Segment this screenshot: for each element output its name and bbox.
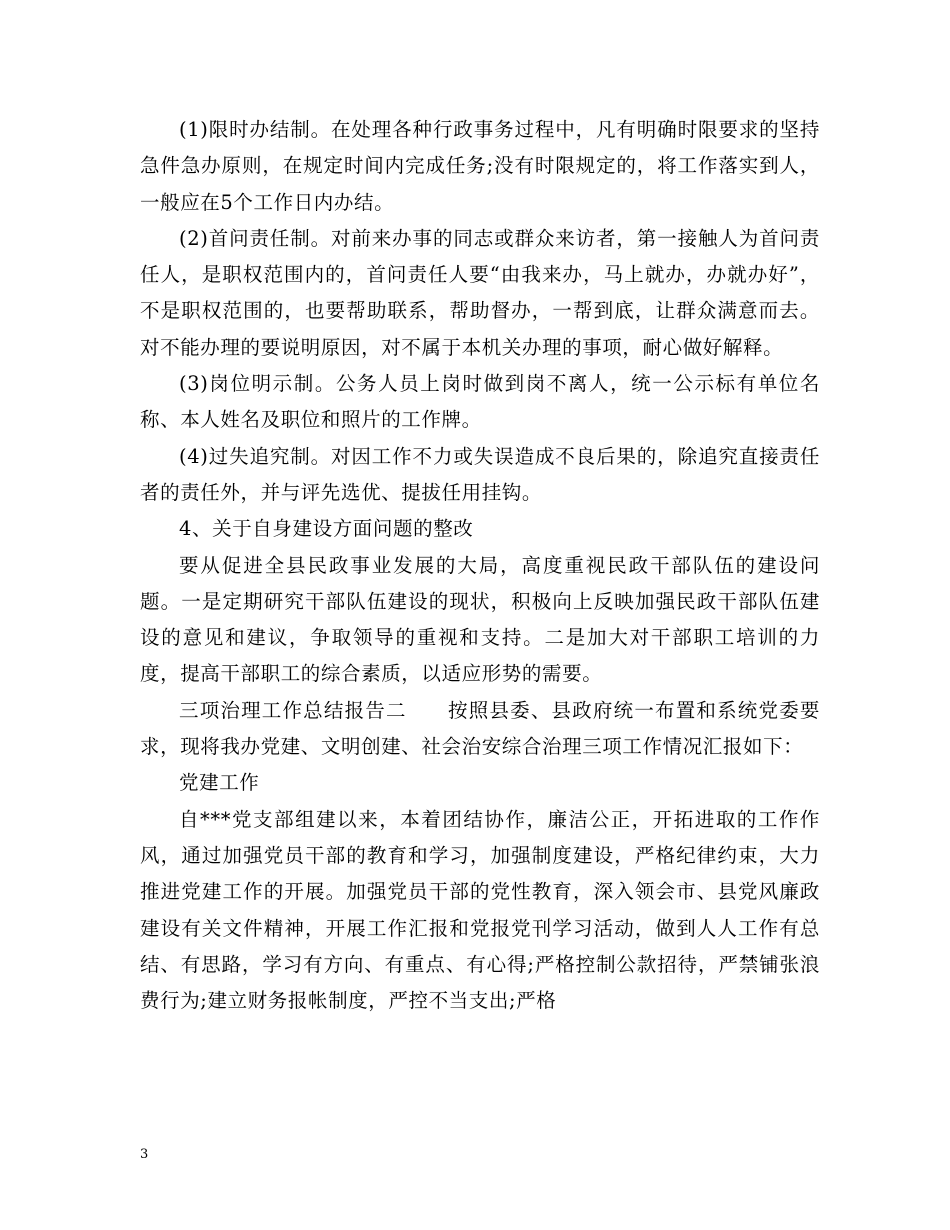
paragraph-report-two-intro: 三项治理工作总结报告二 按照县委、县政府统一布置和系统党委要求，现将我办党建、文明创建、社会治安综合治理三项工作情况汇报如下： bbox=[140, 698, 820, 759]
section-heading-party-building: 党建工作 bbox=[179, 771, 260, 795]
paragraph-first-responsibility-system: (2)首问责任制。对前来办事的同志或群众来访者，第一接触人为首问责任人，是职权范围内的，首问责任人要“由我来办，马上就办，办就办好”，不是职权范围的，也要帮助联系，帮助督办，一帮到底，让群众满意而去。对不能办理的要说明原因，对不属于本机关办理的事项，耐心做好解释。 bbox=[140, 226, 820, 359]
paragraph-post-disclosure-system: (3)岗位明示制。公务人员上岗时做到岗不离人，统一公示标有单位名称、本人姓名及职位和照片的工作牌。 bbox=[140, 372, 820, 432]
paragraph-fault-accountability-system: (4)过失追究制。对因工作不力或失误造成不良后果的，除追究直接责任者的责任外，并与评先选优、提拔任用挂钩。 bbox=[140, 444, 820, 504]
document-body bbox=[140, 112, 820, 1019]
section-heading-self-construction: 4、关于自身建设方面问题的整改 bbox=[179, 517, 474, 541]
paragraph-party-building-work: 自***党支部组建以来，本着团结协作，廉洁公正，开拓进取的工作作风，通过加强党员干部的教育和学习，加强制度建设，严格纪律约束，大力推进党建工作的开展。加强党员干部的党性教育，深入领会市、县党风廉政建设有关文件精神，开展工作汇报和党报党刊学习活动，做到人人工作有总结、有思路，学习有方向、有重点、有心得;严格控制公款招待，严禁铺张浪费行为;建立财务报帐制度，严控不当支出;严格 bbox=[140, 807, 820, 1013]
paragraph-team-building: 要从促进全县民政事业发展的大局，高度重视民政干部队伍的建设问题。一是定期研究干部队伍建设的现状，积极向上反映加强民政干部队伍建设的意见和建议，争取领导的重视和支持。二是加大对干部职工培训的力度，提高干部职工的综合素质，以适应形势的需要。 bbox=[140, 553, 820, 686]
paragraph-time-limit-system: (1)限时办结制。在处理各种行政事务过程中，凡有明确时限要求的坚持急件急办原则，在规定时间内完成任务;没有时限规定的，将工作落实到人，一般应在5个工作日内办结。 bbox=[140, 118, 820, 214]
page-number: 3 bbox=[140, 1147, 149, 1162]
